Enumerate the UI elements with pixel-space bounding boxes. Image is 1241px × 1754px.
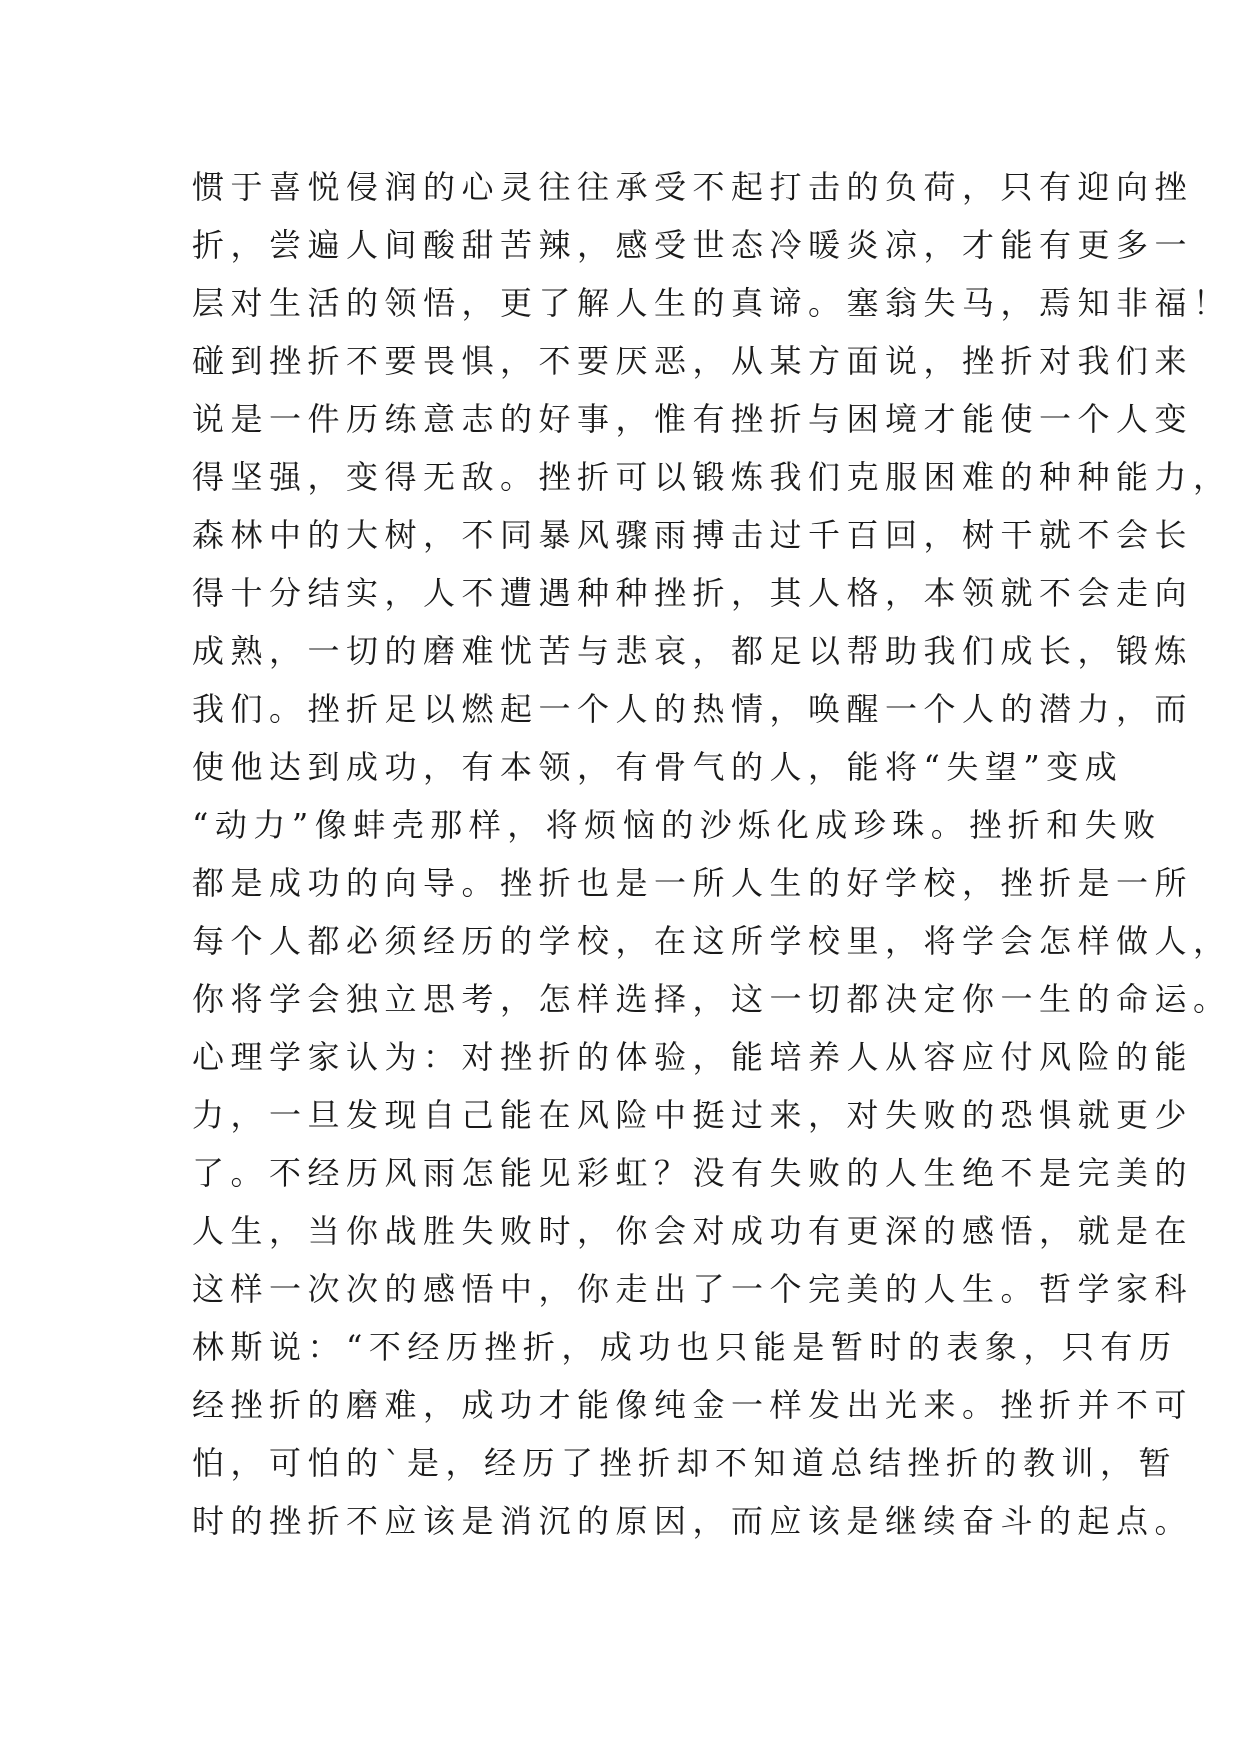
- text-line: 我们。挫折足以燃起一个人的热情，唤醒一个人的潜力，而: [192, 690, 1194, 728]
- text-line: 都是成功的向导。挫折也是一所人生的好学校，挫折是一所: [192, 864, 1194, 902]
- text-line: 碰到挫折不要畏惧，不要厌恶，从某方面说，挫折对我们来: [192, 342, 1194, 380]
- text-line: 时的挫折不应该是消沉的原因，而应该是继续奋斗的起点。: [192, 1502, 1194, 1540]
- text-line: 每个人都必须经历的学校，在这所学校里，将学会怎样做人，: [192, 922, 1232, 960]
- text-line: 这样一次次的感悟中，你走出了一个完美的人生。哲学家科: [192, 1270, 1194, 1308]
- text-line: 怕，可怕的`是，经历了挫折却不知道总结挫折的教训，暂: [192, 1444, 1178, 1482]
- text-line: “动力”像蚌壳那样，将烦恼的沙烁化成珍珠。挫折和失败: [192, 806, 1162, 844]
- text-line: 惯于喜悦侵润的心灵往往承受不起打击的负荷，只有迎向挫: [192, 168, 1194, 206]
- text-line: 你将学会独立思考，怎样选择，这一切都决定你一生的命运。: [192, 980, 1232, 1018]
- body-text: [192, 158, 1232, 1550]
- text-line: 森林中的大树，不同暴风骤雨搏击过千百回，树干就不会长: [192, 516, 1194, 554]
- text-line: 力，一旦发现自己能在风险中挺过来，对失败的恐惧就更少: [192, 1096, 1194, 1134]
- text-line: 得坚强，变得无敌。挫折可以锻炼我们克服困难的种种能力，: [192, 458, 1232, 496]
- text-line: 心理学家认为：对挫折的体验，能培养人从容应付风险的能: [192, 1038, 1194, 1076]
- text-line: 成熟，一切的磨难忧苦与悲哀，都足以帮助我们成长，锻炼: [192, 632, 1194, 670]
- text-line: 折，尝遍人间酸甜苦辣，感受世态冷暖炎凉，才能有更多一: [192, 226, 1194, 264]
- text-line: 得十分结实，人不遭遇种种挫折，其人格，本领就不会走向: [192, 574, 1194, 612]
- text-line: 使他达到成功，有本领，有骨气的人，能将“失望”变成: [192, 748, 1124, 786]
- text-line: 说是一件历练意志的好事，惟有挫折与困境才能使一个人变: [192, 400, 1194, 438]
- text-line: 林斯说：“不经历挫折，成功也只能是暂时的表象，只有历: [192, 1328, 1178, 1366]
- text-line: 经挫折的磨难，成功才能像纯金一样发出光来。挫折并不可: [192, 1386, 1194, 1424]
- text-line: 了。不经历风雨怎能见彩虹？没有失败的人生绝不是完美的: [192, 1154, 1194, 1192]
- text-line: 人生，当你战胜失败时，你会对成功有更深的感悟，就是在: [192, 1212, 1194, 1250]
- text-line: 层对生活的领悟，更了解人生的真谛。塞翁失马，焉知非福！: [192, 284, 1232, 322]
